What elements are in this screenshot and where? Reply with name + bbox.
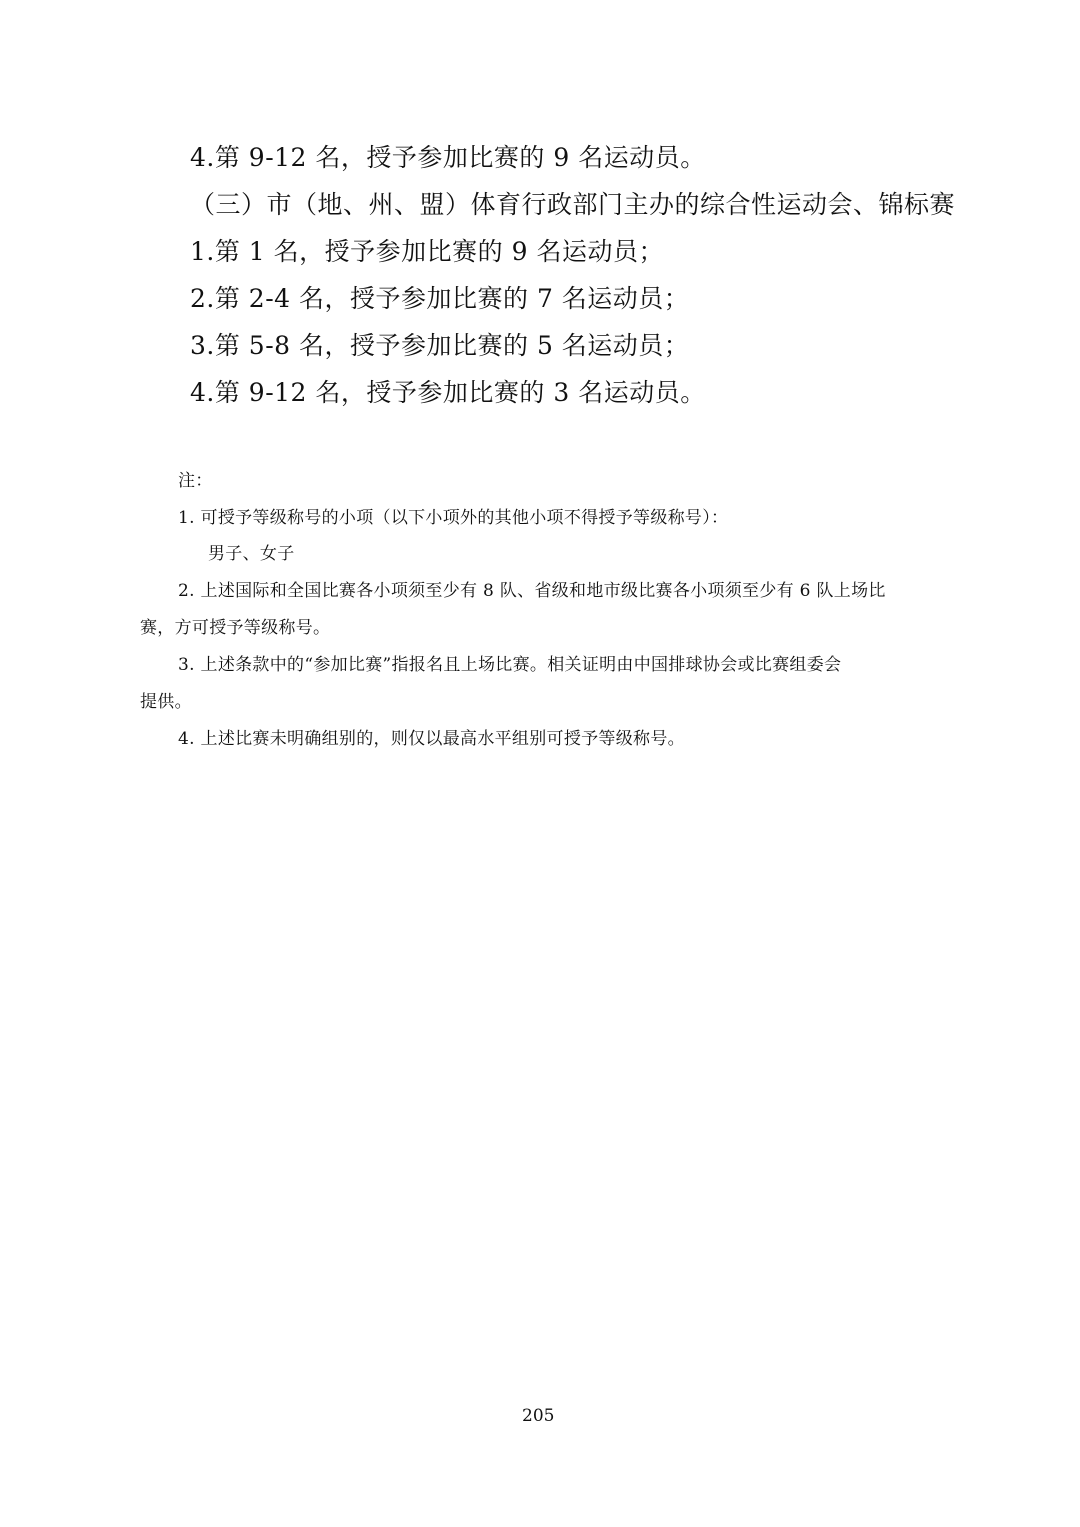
notes-heading: 注： — [178, 471, 213, 491]
note-item-1: 1. 可授予等级称号的小项（以下小项外的其他小项不得授予等级称号）： — [178, 508, 729, 528]
note-item-2: 2. 上述国际和全国比赛各小项须至少有 8 队、省级和地市级比赛各小项须至少有 6 队上场比 — [178, 581, 886, 601]
note-item-3: 3. 上述条款中的“参加比赛”指报名且上场比赛。相关证明由中国排球协会或比赛组委会 — [178, 655, 842, 675]
rank-line-1: 1.第 1 名，授予参加比赛的 9 名运动员； — [190, 237, 664, 266]
rank-line-2-4: 2.第 2-4 名，授予参加比赛的 7 名运动员； — [190, 284, 690, 313]
rank-line-5-8: 3.第 5-8 名，授予参加比赛的 5 名运动员； — [190, 331, 690, 360]
page-number: 205 — [522, 1406, 555, 1426]
note-item-1-detail: 男子、女子 — [208, 544, 295, 564]
note-item-4: 4. 上述比赛未明确组别的，则仅以最高水平组别可授予等级称号。 — [178, 729, 685, 749]
rank-line-9-12-first: 4.第 9-12 名，授予参加比赛的 9 名运动员。 — [190, 143, 706, 172]
note-item-2-cont: 赛，方可授予等级称号。 — [140, 618, 331, 638]
section-heading-city: （三）市（地、州、盟）体育行政部门主办的综合性运动会、锦标赛 — [190, 190, 956, 219]
rank-line-9-12: 4.第 9-12 名，授予参加比赛的 3 名运动员。 — [190, 378, 706, 407]
note-item-3-cont: 提供。 — [140, 692, 192, 712]
